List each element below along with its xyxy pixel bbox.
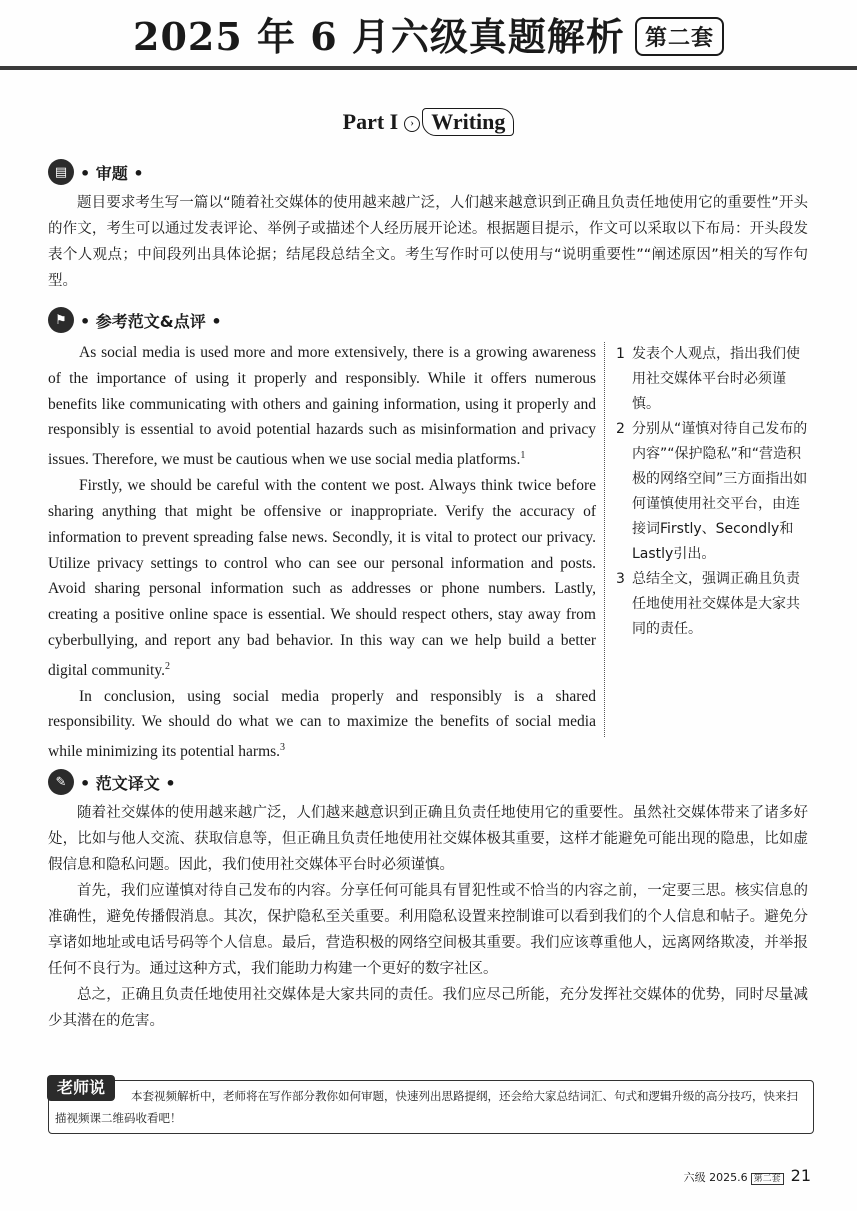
page-number: 21 <box>790 1166 811 1185</box>
translation-text <box>48 800 808 1034</box>
header-rule <box>0 66 857 70</box>
section-title: • 审题 • <box>80 163 144 183</box>
teacher-tag: 老师说 <box>47 1075 115 1101</box>
set-badge: 第二套 <box>635 17 724 56</box>
part-heading <box>0 108 857 136</box>
essay-paragraph-2: Firstly, we should be careful with the content we post. Always think twice before sharing anything that might be offensive or inappropriate. Verify the accuracy of information to prevent spreading false news. Secondly, it is vital to protect our privacy. Utilize privacy settings to control who can see our personal information and posts. Avoid sharing personal information such as addresses or phone numbers. Lastly, creating a positive online space is essential. We should respect others, stay away from cyberbullying, and report any bad behavior. In this way can we help build a better digital community.$^2$ <box>48 477 596 679</box>
teacher-note <box>48 1080 814 1134</box>
note-item: 2 分别从“谨慎对待自己发布的内容”“保护隐私”和“营造积极的网络空间”三方面指出如何谨慎使用社交平台，由连接词Firstly、Secondly和Lastly引出。 <box>616 421 808 562</box>
flag-icon: ⚑ <box>48 307 74 333</box>
translation-paragraph: 总之，正确且负责任地使用社交媒体是大家共同的责任。我们应尽己所能，充分发挥社交媒体的优势，同时尽量减少其潜在的危害。 <box>48 987 808 1029</box>
title-text: 2025 年 6 月六级真题解析 <box>133 14 625 59</box>
note-item: 1 发表个人观点，指出我们使用社交媒体平台时必须谨慎。 <box>616 346 800 412</box>
commentary-notes <box>616 342 812 642</box>
translation-paragraph: 首先，我们应谨慎对待自己发布的内容。分享任何可能具有冒犯性或不恰当的内容之前，一定要三思。核实信息的准确性，避免传播假消息。其次，保护隐私至关重要。利用隐私设置来控制谁可以看到我们的个人信息和帖子。避免分享诸如地址或电话号码等个人信息。最后，营造积极的网络空间极其重要。我们应该尊重他人，远离网络欺凌，并举报任何不良行为。通过这种方式，我们能助力构建一个更好的数字社区。 <box>48 883 808 977</box>
notes-divider <box>604 342 605 737</box>
translation-paragraph: 随着社交媒体的使用越来越广泛，人们越来越意识到正确且负责任地使用它的重要性。虽然社交媒体带来了诸多好处，比如与他人交流、获取信息等，但正确且负责任地使用社交媒体极其重要，这样才能避免可能出现的隐患，比如虚假信息和隐私问题。因此，我们使用社交媒体平台时必须谨慎。 <box>48 805 808 873</box>
section-heading-analysis <box>48 157 144 187</box>
essay-paragraph-1: As social media is used more and more extensively, there is a growing awareness of the importance of using it properly and responsibly. While it offers numerous benefits like communicating with others and gaining information, using it properly and responsibly is essential to avoid potential hazards such as misinformation and privacy issues. Therefore, we must be cautious when we use social media platforms.$^1$ <box>48 344 596 469</box>
footer-label: 六级 2025.6 <box>683 1171 748 1184</box>
section-title: • 参考范文&点评 • <box>80 311 222 331</box>
page-footer <box>684 1166 811 1185</box>
teacher-note-text: 本套视频解析中，老师将在写作部分教你如何审题，快速列出思路提纲，还会给大家总结词汇、句式和逻辑升级的高分技巧，快来扫描视频课二维码收看吧！ <box>55 1089 798 1125</box>
note-mark: 2 <box>164 660 170 672</box>
part-name: Writing <box>422 108 514 136</box>
sample-essay <box>48 340 596 765</box>
section-title: • 范文译文 • <box>80 773 176 793</box>
note-mark: 3 <box>280 742 286 754</box>
arrow-icon: › <box>404 116 420 132</box>
analysis-paragraph: 题目要求考生写一篇以“随着社交媒体的使用越来越广泛，人们越来越意识到正确且负责任地使用它的重要性”开头的作文，考生可以通过发表评论、举例子或描述个人经历展开论述。根据题目提示，作文可以采取以下布局：开头段发表个人观点；中间段列出具体论据；结尾段总结全文。考生写作时可以使用与“说明重要性”“阐述原因”相关的写作句型。 <box>48 195 808 289</box>
section-heading-sample <box>48 305 222 335</box>
analysis-text <box>48 190 808 294</box>
note-mark: 1 <box>520 450 526 462</box>
note-item: 3 总结全文，强调正确且负责任地使用社交媒体是大家共同的责任。 <box>616 571 800 637</box>
footer-set-badge: 第二套 <box>751 1173 784 1185</box>
document-icon: ▤ <box>48 159 74 185</box>
essay-paragraph-3: In conclusion, using social media properly and responsibly is a shared responsibility. We should do what we can to maximize the benefits of social media while minimizing its potential harms.$^3$ <box>48 687 596 761</box>
pen-icon: ✎ <box>48 769 74 795</box>
page-title <box>0 6 857 61</box>
part-label: Part I <box>342 109 399 134</box>
section-heading-translation <box>48 767 176 797</box>
